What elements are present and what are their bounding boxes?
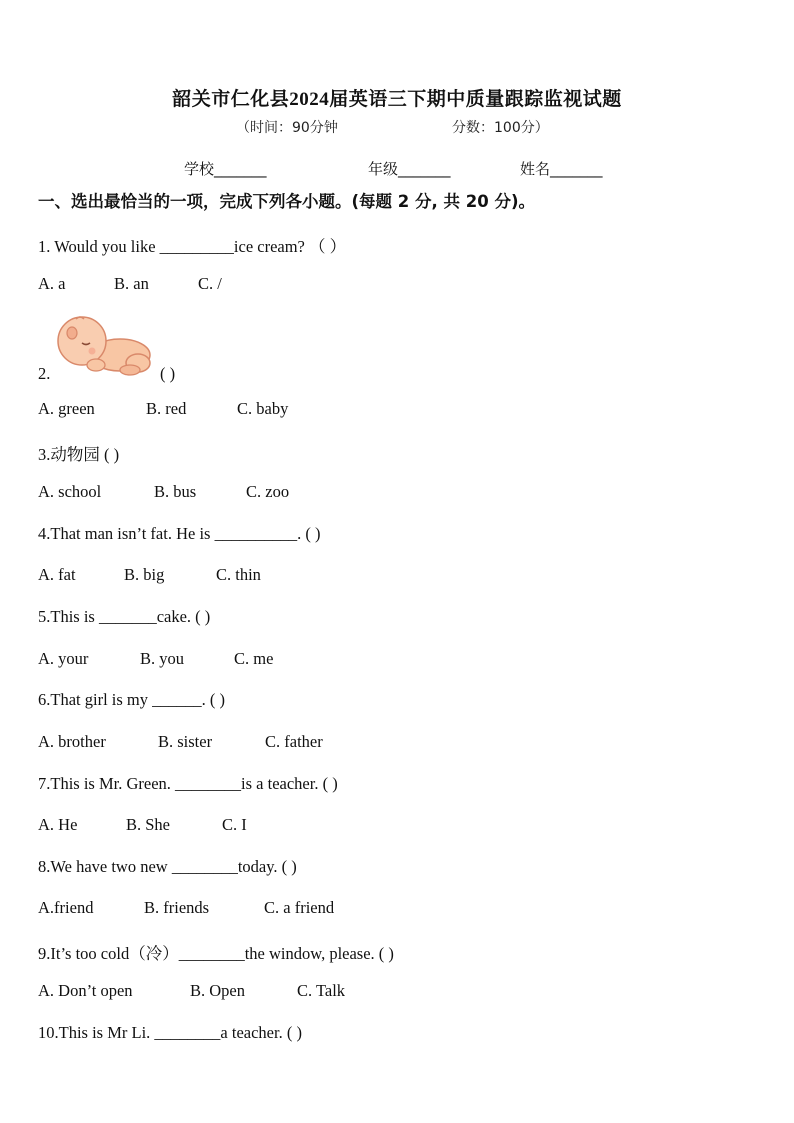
option-1a: A. a [38,274,66,293]
option-8c: C. a friend [264,898,335,917]
question-2-paren: ( ) [160,364,176,383]
question-3: 3.动物园 ( ) [38,445,120,464]
page-title: 韶关市仁化县2024届英语三下期中质量跟踪监视试题 [172,89,622,110]
option-9a: A. Don’t open [38,981,133,1000]
exam-time: （时间：90分钟 [236,120,338,136]
option-1c: C. / [198,274,222,293]
question-9: 9.It’s too cold（冷）________the window, please. ( ) [38,944,394,963]
question-7: 7.This is Mr. Green. ________is a teacher. ( ) [38,774,338,793]
question-5: 5.This is _______cake. ( ) [38,607,211,626]
option-2c: C. baby [237,399,289,418]
question-10: 10.This is Mr Li. ________a teacher. ( ) [38,1023,302,1042]
option-2b: B. red [146,399,187,418]
section-heading: 一、选出最恰当的一项，完成下列各小题。(每题 2 分, 共 20 分)。 [38,192,536,211]
option-5a: A. your [38,649,89,668]
option-4c: C. thin [216,565,261,584]
question-4: 4.That man isn’t fat. He is __________. ( ) [38,524,321,543]
option-6b: B. sister [158,732,213,751]
sleeping-baby-picture [52,313,154,377]
option-5c: C. me [234,649,274,668]
option-4a: A. fat [38,565,76,584]
option-9c: C. Talk [297,981,346,1000]
question-8: 8.We have two new ________today. ( ) [38,857,297,876]
option-5b: B. you [140,649,185,668]
option-9b: B. Open [190,981,245,1000]
question-2-number: 2. [38,364,51,383]
option-7a: A. He [38,815,78,834]
option-6a: A. brother [38,732,106,751]
question-1: 1. Would you like _________ice cream? （ ） [38,237,347,256]
option-8b: B. friends [144,898,210,917]
exam-score: 分数：100分） [452,120,549,136]
option-6c: C. father [265,732,323,751]
option-3a: A. school [38,482,102,501]
name-field: 姓名_______ [520,160,603,178]
option-4b: B. big [124,565,165,584]
option-1b: B. an [114,274,149,293]
option-3c: C. zoo [246,482,290,501]
option-7b: B. She [126,815,171,834]
option-8a: A.friend [38,898,94,917]
school-field: 学校_______ [184,160,267,178]
option-7c: C. I [222,815,247,834]
question-6: 6.That girl is my ______. ( ) [38,690,225,709]
option-3b: B. bus [154,482,197,501]
option-2a: A. green [38,399,95,418]
grade-field: 年级_______ [368,160,451,178]
